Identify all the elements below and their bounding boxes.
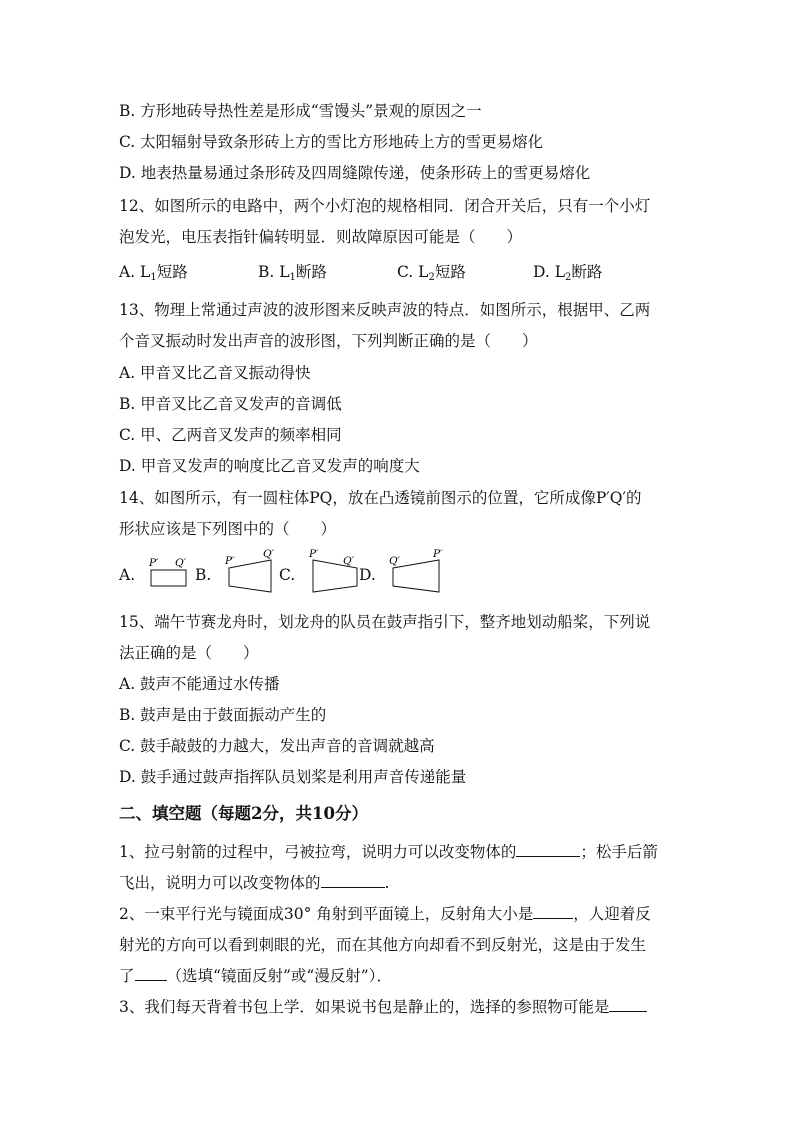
q15-stem-line2: 法正确的是（ ） xyxy=(119,644,259,662)
q11-option-b: B. 方形地砖导热性差是形成“雪馒头”景观的原因之一 xyxy=(119,102,482,120)
q11-option-c: C. 太阳辐射导致条形砖上方的雪比方形地砖上方的雪更易熔化 xyxy=(119,133,544,151)
q15-option-b: B. 鼓声是由于鼓面振动产生的 xyxy=(119,706,327,724)
q14-b-q-label: Q′ xyxy=(263,548,274,560)
q14-options xyxy=(119,548,479,598)
q12-option-d: D. L2断路 xyxy=(533,263,603,283)
f2-line3: 了 （选填“镜面反射”或“漫反射”）． xyxy=(119,967,392,985)
q12-option-c: C. L2短路 xyxy=(397,263,466,283)
q14-option-b-label: B. xyxy=(195,566,212,584)
q14-a-p-label: P′ xyxy=(149,557,159,569)
q15-option-c: C. 鼓手敲鼓的力越大，发出声音的音调就越高 xyxy=(119,737,435,755)
q13-option-a: A. 甲音叉比乙音叉振动得快 xyxy=(119,364,311,382)
q14-option-c-figure xyxy=(307,548,367,594)
f1-blank-2[interactable] xyxy=(321,873,385,888)
q14-option-b-figure xyxy=(223,548,283,594)
q13-option-b: B. 甲音叉比乙音叉发声的音调低 xyxy=(119,395,342,413)
q14-d-p-label: P′ xyxy=(433,548,443,560)
q12-option-a: A. L1短路 xyxy=(119,263,188,283)
f2-blank-1[interactable] xyxy=(533,904,573,919)
f3-line1: 3、我们每天背着书包上学．如果说书包是静止的，选择的参照物可能是 xyxy=(119,997,647,1017)
q15-option-d: D. 鼓手通过鼓声指挥队员划桨是利用声音传递能量 xyxy=(119,768,467,786)
f1-line2: 飞出，说明力可以改变物体的 . xyxy=(119,874,390,892)
q15-option-a: A. 鼓声不能通过水传播 xyxy=(119,675,280,693)
q14-option-a-label: A. xyxy=(119,566,136,584)
f2-line2: 射光的方向可以看到刺眼的光，而在其他方向却看不到反射光，这是由于发生 xyxy=(119,936,647,954)
q14-option-c-label: C. xyxy=(279,566,296,584)
q11-option-d: D. 地表热量易通过条形砖及四周缝隙传递，使条形砖上的雪更易熔化 xyxy=(119,164,591,182)
q12-option-b: B. L1断路 xyxy=(258,263,327,283)
q14-option-d-label: D. xyxy=(359,566,376,584)
q14-b-trapezoid xyxy=(229,560,271,592)
q14-a-q-label: Q′ xyxy=(175,557,186,569)
q14-stem-line1: 14、如图所示，有一圆柱体PQ，放在凸透镜前图示的位置，它所成像P′Q′的 xyxy=(119,489,642,507)
q14-option-a-figure xyxy=(149,548,193,588)
f2-line1: 2、一束平行光与镜面成30° 角射到平面镜上，反射角大小是 ，人迎着反 xyxy=(119,905,651,923)
q13-stem-line1: 13、物理上常通过声波的波形图来反映声波的特点．如图所示，根据甲、乙两 xyxy=(119,301,651,319)
section-heading-fill-in: 二、填空题（每题2分，共10分） xyxy=(119,804,368,823)
q12-stem-line1: 12、如图所示的电路中，两个小灯泡的规格相同．闭合开关后，只有一个小灯 xyxy=(119,197,651,215)
q14-a-rectangle xyxy=(151,570,186,586)
f1-line1: 1、拉弓射箭的过程中，弓被拉弯，说明力可以改变物体的 ；松手后箭 xyxy=(119,843,658,861)
q14-c-p-label: P′ xyxy=(309,548,319,560)
q14-option-d-figure xyxy=(387,548,449,594)
q13-option-c: C. 甲、乙两音叉发声的频率相同 xyxy=(119,426,342,444)
f2-blank-2[interactable] xyxy=(135,966,167,981)
f1-blank-1[interactable] xyxy=(516,842,580,857)
q14-stem-line2: 形状应该是下列图中的（ ） xyxy=(119,520,337,538)
q12-stem-line2: 泡发光，电压表指针偏转明显．则故障原因可能是（ ） xyxy=(119,228,523,246)
q15-stem-line1: 15、端午节赛龙舟时，划龙舟的队员在鼓声指引下，整齐地划动船桨，下列说 xyxy=(119,613,651,631)
q14-c-q-label: Q′ xyxy=(343,555,354,567)
q14-d-q-label: Q′ xyxy=(389,555,400,567)
q13-stem-line2: 个音叉振动时发出声音的波形图，下列判断正确的是（ ） xyxy=(119,332,538,350)
f3-blank-1[interactable] xyxy=(609,997,647,1012)
q13-option-d: D. 甲音叉发声的响度比乙音叉发声的响度大 xyxy=(119,457,420,475)
q14-b-p-label: P′ xyxy=(225,555,235,567)
